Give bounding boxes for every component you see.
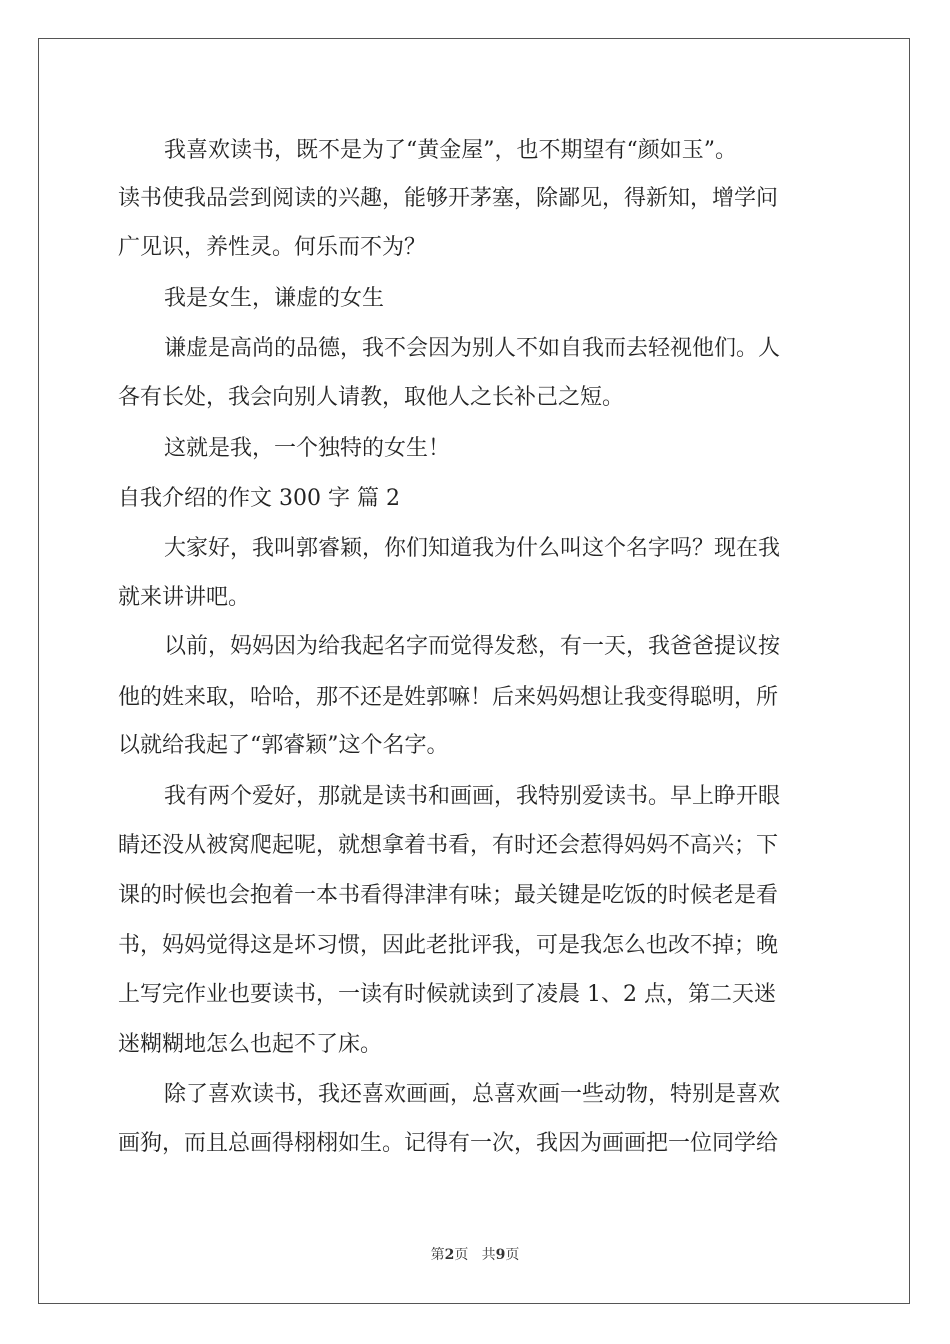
paragraph-line: 书，妈妈觉得这是坏习惯，因此老批评我，可是我怎么也改不掉；晚 [118, 933, 779, 958]
paragraph-line: 以前，妈妈因为给我起名字而觉得发愁，有一天，我爸爸提议按 [164, 634, 781, 659]
page-border [38, 38, 910, 1304]
total-pages: 9 [495, 1247, 506, 1263]
paragraph-line: 读书使我品尝到阅读的兴趣，能够开茅塞，除鄙见，得新知，增学问 [118, 186, 779, 211]
paragraph-line: 广见识，养性灵。何乐而不为？ [118, 235, 427, 260]
paragraph-line: 迷糊糊地怎么也起不了床。 [118, 1032, 383, 1057]
paragraph-line: 这就是我，一个独特的女生！ [164, 436, 451, 461]
paragraph-line: 就来讲讲吧。 [118, 585, 251, 610]
paragraph-line: 除了喜欢读书，我还喜欢画画，总喜欢画一些动物，特别是喜欢 [164, 1082, 781, 1107]
paragraph-line: 我有两个爱好，那就是读书和画画，我特别爱读书。早上睁开眼 [164, 784, 781, 809]
total-prefix: 共 [481, 1247, 496, 1263]
page-unit: 页 [454, 1247, 469, 1263]
page-number: 2 [444, 1247, 455, 1263]
paragraph-line: 我喜欢读书，既不是为了“黄金屋”，也不期望有“颜如玉”。 [164, 138, 737, 163]
section-heading: 自我介绍的作文 300 字 篇 2 [118, 486, 400, 511]
paragraph-line: 各有长处，我会向别人请教，取他人之长补己之短。 [118, 385, 625, 410]
paragraph-line: 大家好，我叫郭睿颖，你们知道我为什么叫这个名字吗？现在我 [164, 536, 781, 561]
paragraph-line: 他的姓来取，哈哈，那不还是姓郭嘛！后来妈妈想让我变得聪明，所 [118, 685, 779, 710]
paragraph-line: 以就给我起了“郭睿颖”这个名字。 [118, 733, 449, 758]
page-footer [0, 1244, 950, 1264]
paragraph-line: 课的时候也会抱着一本书看得津津有味；最关键是吃饭的时候老是看 [118, 883, 779, 908]
paragraph-line: 睛还没从被窝爬起呢，就想拿着书看，有时还会惹得妈妈不高兴；下 [118, 833, 779, 858]
paragraph-line: 谦虚是高尚的品德，我不会因为别人不如自我而去轻视他们。人 [164, 336, 781, 361]
paragraph-line: 我是女生，谦虚的女生 [164, 286, 385, 311]
page-prefix: 第 [430, 1247, 445, 1263]
paragraph-line: 画狗，而且总画得栩栩如生。记得有一次，我因为画画把一位同学给 [118, 1131, 779, 1156]
paragraph-line: 上写完作业也要读书，一读有时候就读到了凌晨 1、2 点，第二天迷 [118, 982, 776, 1007]
total-unit: 页 [505, 1247, 520, 1263]
